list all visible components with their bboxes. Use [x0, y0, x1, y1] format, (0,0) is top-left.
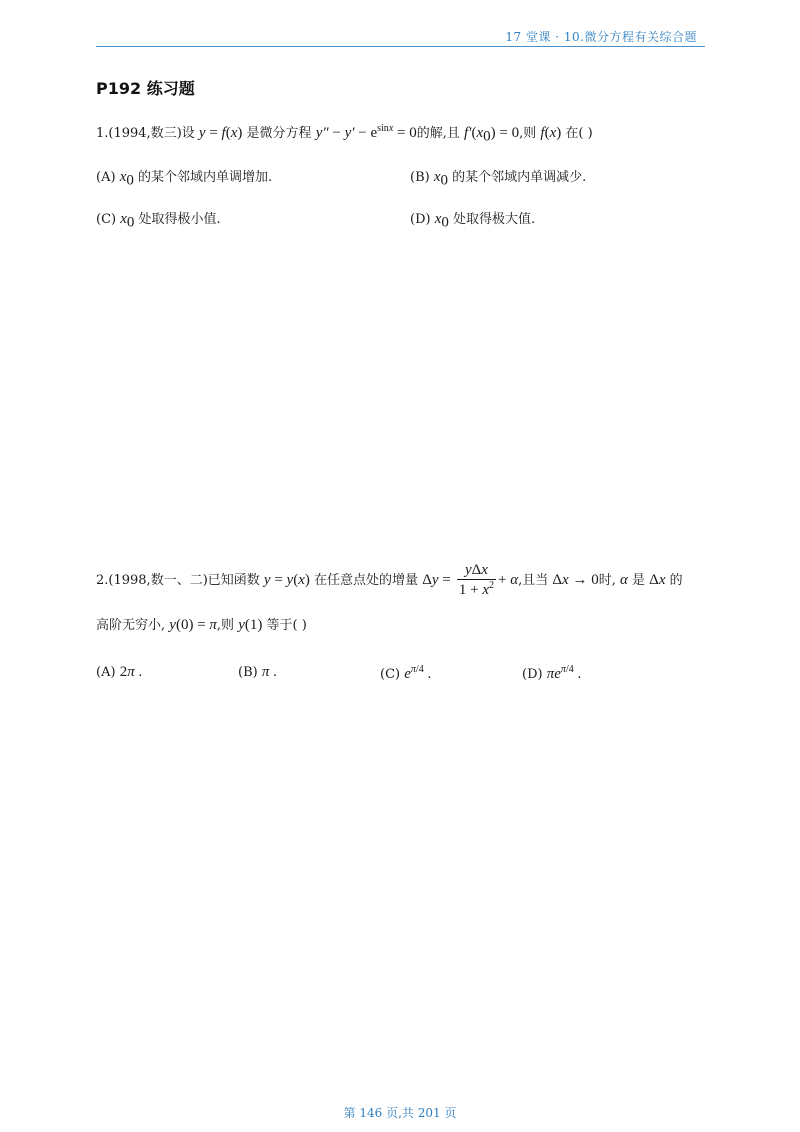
q2-line2-b: ,则 [216, 618, 235, 633]
q2-text-1: 在任意点处的增量 [314, 573, 419, 588]
q1-option-a-text: 的某个邻域内单调增加. [138, 170, 273, 185]
q1-text-3: ,则 [519, 126, 537, 141]
question-2-stem: 2.(1998,数一、二)已知函数 y = y(x) 在任意点处的增量 Δy = $\frac{\text{yΔx}}{1 + x^2}$ + α,且当 Δx → 0时, α 是 Δx 的 [96, 562, 683, 598]
q1-option-b-text: 的某个邻域内单调减少. [452, 170, 587, 185]
q1-formula-ode: y″ [315, 125, 329, 141]
q1-option-b[interactable]: (B) $x_0$ 的某个邻域内单调减少. [410, 169, 587, 189]
q1-option-d-label: (D) [410, 212, 431, 227]
section-title: P192 练习题 [96, 79, 195, 98]
q2-text-2: ,且当 [518, 573, 549, 588]
q2-option-b[interactable] [238, 664, 277, 681]
q2-option-d-formula: $\pi e^{\pi/4}$ . [546, 664, 582, 682]
q2-formula-increment: Δy = [422, 572, 451, 588]
page-header [96, 24, 705, 47]
q2-option-a-formula: 2π . [119, 664, 143, 680]
header-text: 17 堂课 · 10.微分方程有关综合题 [505, 30, 697, 44]
q1-option-c-label: (C) [96, 212, 117, 227]
q2-option-a[interactable] [96, 664, 142, 681]
q2-option-d[interactable] [522, 664, 581, 683]
q2-option-d-label: (D) [522, 667, 543, 682]
q1-option-a[interactable]: (A) $x_0$ 的某个邻域内单调增加. [96, 169, 273, 189]
q1-option-a-label: (A) [96, 170, 116, 185]
q2-line2-a: 高阶无穷小, [96, 618, 166, 633]
q1-text-1: 是微分方程 [246, 126, 312, 141]
q2-text-4: 是 [632, 573, 646, 588]
q2-option-c-label: (C) [380, 667, 401, 682]
q2-text-5: 的 [669, 573, 683, 588]
q1-option-b-label: (B) [410, 170, 430, 185]
q2-formula-limit: Δx → 0 [552, 572, 599, 588]
q2-fraction: $\frac{\text{yΔx}}{1 + x^2}$ [458, 562, 495, 598]
q1-formula-def: y [198, 125, 206, 141]
q1-text-2: 的解,且 [416, 126, 460, 141]
question-2-stem-line2: 高阶无穷小, y(0) = π,则 y(1) 等于( ) [96, 617, 307, 633]
q2-formula-init: y [169, 617, 176, 633]
q1-option-d[interactable]: (D) $x_0$ 处取得极大值. [410, 211, 536, 231]
q1-option-d-text: 处取得极大值. [453, 212, 536, 227]
q1-prefix: 1.(1994,数三)设 [96, 126, 195, 141]
q2-option-c-formula: $e^{\pi/4}$ . [404, 664, 432, 682]
q2-option-b-label: (B) [238, 665, 258, 680]
q1-option-c-text: 处取得极小值. [138, 212, 221, 227]
question-1-stem: 1.(1994,数三)设 y = f(x) 是微分方程 $y'' - y' - e^{sinx} = 0$的解,且 $f'(x_0) = 0$,则 f(x) 在( ) [96, 123, 593, 145]
q2-option-b-formula: π . [261, 664, 277, 680]
q2-text-3: 时, [598, 573, 616, 588]
q1-formula-cond: f′ [464, 125, 472, 141]
q1-option-c[interactable]: (C) $x_0$ 处取得极小值. [96, 211, 221, 231]
q1-text-4: 在( ) [565, 126, 593, 141]
q2-option-c[interactable] [380, 664, 431, 683]
q2-option-a-label: (A) [96, 665, 116, 680]
q1-formula-fx: f [540, 125, 545, 141]
q2-formula-def: y [263, 572, 271, 588]
page-footer: 第 146 页,共 201 页 [343, 1106, 457, 1120]
q2-line2-c: 等于( ) [266, 618, 307, 633]
q2-prefix: 2.(1998,数一、二)已知函数 [96, 573, 260, 588]
